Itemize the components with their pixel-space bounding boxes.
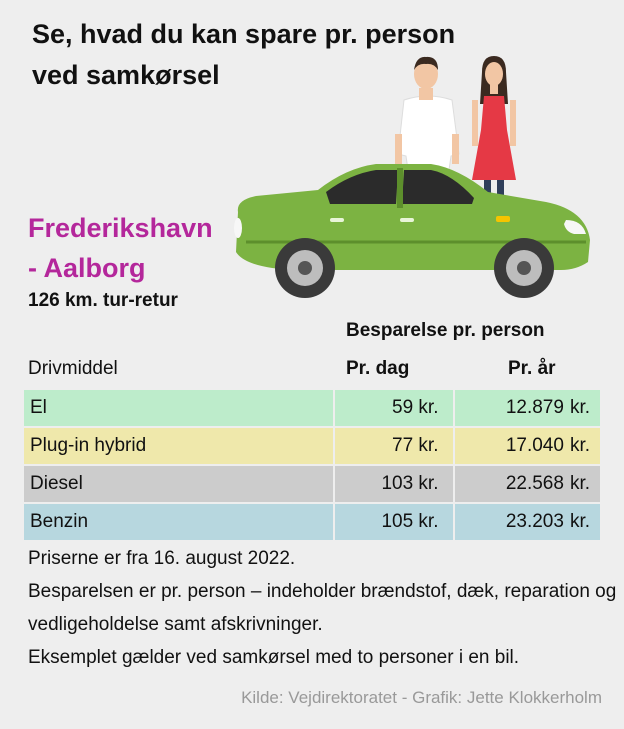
column-header-per-day: Pr. dag bbox=[346, 358, 410, 379]
table-row bbox=[24, 390, 600, 426]
table-row bbox=[24, 466, 600, 502]
year-unit: kr. bbox=[569, 435, 590, 456]
cell-per-day: 103 kr. bbox=[335, 466, 453, 502]
car-and-people-illustration bbox=[226, 52, 606, 302]
cell-per-day: 77 kr. bbox=[335, 428, 453, 464]
note-example: Eksemplet gælder ved samkørsel med to personer i en bil. bbox=[28, 647, 520, 668]
cell-per-year bbox=[455, 504, 601, 540]
note-date: Priserne er fra 16. august 2022. bbox=[28, 548, 296, 569]
savings-group-header: Besparelse pr. person bbox=[346, 320, 545, 341]
cell-fuel-name: Benzin bbox=[24, 504, 333, 540]
year-unit: kr. bbox=[569, 473, 590, 494]
cell-per-year bbox=[455, 428, 601, 464]
cell-per-day: 105 kr. bbox=[335, 504, 453, 540]
cell-fuel-name: Diesel bbox=[24, 466, 333, 502]
column-header-fuel: Drivmiddel bbox=[28, 358, 118, 379]
column-header-per-year: Pr. år bbox=[508, 358, 556, 379]
year-value: 17.040 bbox=[505, 435, 564, 456]
route-title bbox=[28, 208, 213, 288]
table-row bbox=[24, 428, 600, 464]
man-figure bbox=[395, 57, 459, 170]
cell-fuel-name: Plug-in hybrid bbox=[24, 428, 333, 464]
cell-fuel-name: El bbox=[24, 390, 333, 426]
car bbox=[234, 164, 590, 298]
title-line-2: ved samkørsel bbox=[32, 60, 220, 90]
distance-label: 126 km. tur-retur bbox=[28, 290, 178, 311]
year-unit: kr. bbox=[569, 511, 590, 532]
route-line-1: Frederikshavn bbox=[28, 213, 213, 243]
year-unit: kr. bbox=[569, 397, 590, 418]
source-credit: Kilde: Vejdirektoratet - Grafik: Jette Klokkerholm bbox=[241, 688, 602, 707]
year-value: 22.568 bbox=[505, 473, 564, 494]
note-contents: Besparelsen er pr. person – indeholder brændstof, dæk, reparation og vedligeholdelse samt afskrivninger. bbox=[28, 581, 617, 635]
cell-per-day: 59 kr. bbox=[335, 390, 453, 426]
savings-table bbox=[24, 390, 600, 542]
notes bbox=[28, 542, 618, 674]
table-row bbox=[24, 504, 600, 540]
cell-per-year bbox=[455, 466, 601, 502]
route-line-2: - Aalborg bbox=[28, 253, 146, 283]
year-value: 12.879 bbox=[505, 397, 564, 418]
year-value: 23.203 bbox=[505, 511, 564, 532]
title-line-1: Se, hvad du kan spare pr. person bbox=[32, 19, 456, 49]
cell-per-year bbox=[455, 390, 601, 426]
